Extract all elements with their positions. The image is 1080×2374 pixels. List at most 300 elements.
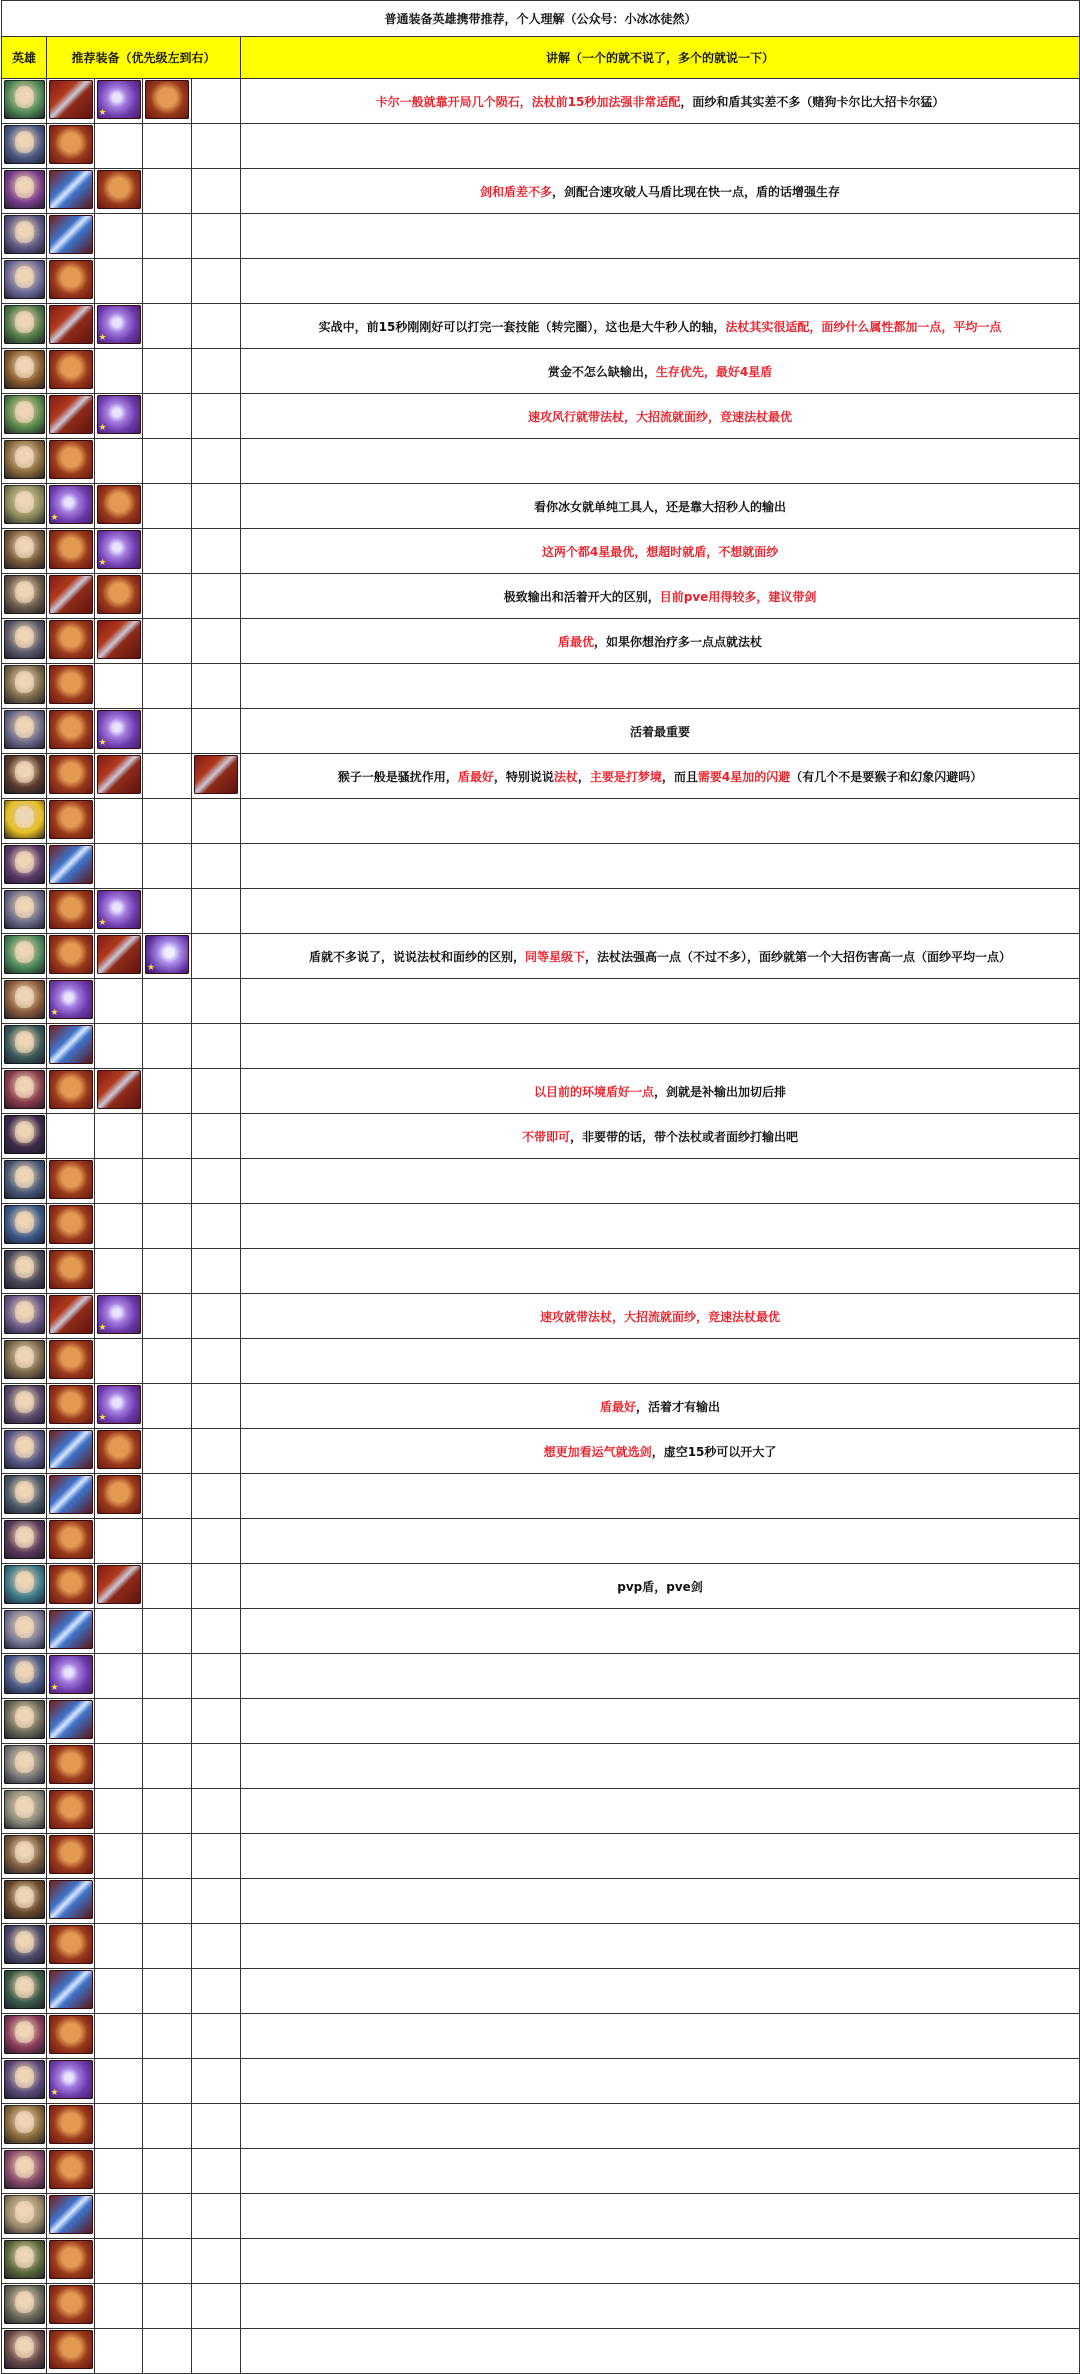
equipment-slot-2 [95,1159,143,1204]
blue-sword-equipment-icon [49,1025,93,1064]
equipment-slot-1 [47,1339,95,1384]
shield-equipment-icon [49,2285,93,2324]
note-cell [241,214,1080,259]
hero-cell [2,214,47,259]
hero-portrait-icon [4,755,45,794]
hero-cell [2,439,47,484]
equipment-slot-3 [143,1789,192,1834]
equipment-slot-3 [143,1159,192,1204]
table-row [2,1834,1080,1879]
equipment-slot-4 [192,169,241,214]
table-row [2,349,1080,394]
table-row [2,2149,1080,2194]
equipment-slot-4 [192,1969,241,2014]
table-row [2,214,1080,259]
equipment-slot-4 [192,844,241,889]
hero-cell [2,1474,47,1519]
hero-cell [2,709,47,754]
note-text: ， [577,769,590,784]
table-row [2,1339,1080,1384]
equipment-slot-3 [143,754,192,799]
blue-sword-equipment-icon [49,1700,93,1739]
equipment-slot-4 [192,1249,241,1294]
wand-equipment-icon [97,890,141,929]
equipment-slot-2 [95,1384,143,1429]
hero-portrait-icon [4,980,45,1019]
hero-portrait-icon [4,1025,45,1064]
star-icon: ★ [50,513,58,523]
shield-equipment-icon [49,1745,93,1784]
table-row [2,169,1080,214]
shield-equipment-icon [49,440,93,479]
hero-portrait-icon [4,665,45,704]
hero-cell [2,934,47,979]
equipment-slot-1 [47,529,95,574]
equipment-slot-2 [95,304,143,349]
note-cell [241,2194,1080,2239]
equipment-slot-4 [192,439,241,484]
note-cell [241,979,1080,1024]
hero-cell [2,619,47,664]
equipment-slot-2 [95,2104,143,2149]
equipment-slot-4 [192,1519,241,1564]
hero-portrait-icon [4,1115,45,1154]
equipment-slot-4 [192,574,241,619]
table-row [2,2194,1080,2239]
note-text: ，剑就是补输出加切后排 [654,1084,787,1099]
equipment-slot-4 [192,349,241,394]
sword-equipment-icon [97,935,141,974]
table-row [2,1564,1080,1609]
equipment-slot-4 [192,529,241,574]
hero-cell [2,1024,47,1069]
hero-portrait-icon [4,1430,45,1469]
note-highlight-text: 法杖 [553,769,578,784]
wand-equipment-icon [97,1295,141,1334]
table-row [2,709,1080,754]
note-cell [241,2239,1080,2284]
equipment-slot-1 [47,1654,95,1699]
hero-portrait-icon [4,170,45,209]
hero-cell [2,754,47,799]
equipment-slot-2 [95,1249,143,1294]
equipment-slot-1 [47,934,95,979]
hero-portrait-icon [4,890,45,929]
table-row [2,529,1080,574]
hero-cell [2,169,47,214]
note-text: ，而且 [661,769,698,784]
equipment-slot-2 [95,1069,143,1114]
hero-cell [2,1429,47,1474]
note-cell [241,1744,1080,1789]
equipment-slot-1 [47,394,95,439]
note-cell [241,1699,1080,1744]
hero-portrait-icon [4,1880,45,1919]
equipment-slot-2 [95,1879,143,1924]
hero-portrait-icon [4,485,45,524]
equipment-slot-4 [192,2284,241,2329]
star-icon: ★ [50,1683,58,1693]
note-cell [241,1159,1080,1204]
equipment-slot-3 [143,1429,192,1474]
header-equipment: 推荐装备（优先级左到右） [47,37,241,79]
shield-equipment-icon [49,125,93,164]
hero-cell [2,1969,47,2014]
equipment-slot-4 [192,1924,241,1969]
shield-equipment-icon [49,1340,93,1379]
equipment-slot-1 [47,214,95,259]
blue-sword-equipment-icon [49,845,93,884]
header-hero: 英雄 [2,37,47,79]
shield-equipment-icon [49,1925,93,1964]
hero-portrait-icon [4,800,45,839]
equipment-slot-1 [47,1204,95,1249]
hero-portrait-icon [4,935,45,974]
wand-equipment-icon [97,710,141,749]
note-cell [241,439,1080,484]
equipment-slot-1 [47,439,95,484]
note-cell [241,799,1080,844]
equipment-slot-2 [95,2284,143,2329]
note-cell [241,1474,1080,1519]
star-icon: ★ [98,738,106,748]
equipment-slot-1 [47,79,95,124]
note-cell [241,754,1080,799]
hero-cell [2,799,47,844]
equipment-slot-1 [47,1384,95,1429]
star-icon: ★ [50,2088,58,2098]
equipment-slot-4 [192,214,241,259]
hero-portrait-icon [4,1835,45,1874]
equipment-slot-2 [95,574,143,619]
shield-equipment-icon [49,2240,93,2279]
shield-equipment-icon [49,2105,93,2144]
equipment-slot-1 [47,1789,95,1834]
note-cell [241,1654,1080,1699]
equipment-slot-1 [47,1024,95,1069]
note-highlight-text: 速攻风行就带法杖，大招流就面纱，竞速法杖最优 [528,409,793,424]
equipment-slot-4 [192,1609,241,1654]
hero-cell [2,259,47,304]
table-row [2,2329,1080,2374]
table-row [2,1249,1080,1294]
equipment-slot-4 [192,259,241,304]
equipment-slot-1 [47,2059,95,2104]
table-row [2,844,1080,889]
blue-sword-equipment-icon [49,170,93,209]
wand-equipment-icon [97,1385,141,1424]
equipment-slot-3 [143,1924,192,1969]
note-text: 极致输出和活着开大的区别， [503,589,660,604]
note-cell [241,574,1080,619]
table-row [2,79,1080,124]
hero-cell [2,1159,47,1204]
note-text: ，剑配合速攻破人马盾比现在快一点，盾的话增强生存 [552,184,841,199]
equipment-slot-1 [47,799,95,844]
note-cell [241,1249,1080,1294]
blue-sword-equipment-icon [49,1970,93,2009]
wand-equipment-icon [97,530,141,569]
equipment-slot-3 [143,2149,192,2194]
note-text: 猴子一般是骚扰作用， [337,769,458,784]
equipment-slot-2 [95,844,143,889]
note-cell [241,1924,1080,1969]
equipment-slot-4 [192,1879,241,1924]
note-cell [241,124,1080,169]
equipment-slot-3 [143,1744,192,1789]
hero-cell [2,529,47,574]
hero-cell [2,1204,47,1249]
table-row [2,1654,1080,1699]
equipment-slot-1 [47,844,95,889]
hero-portrait-icon [4,1475,45,1514]
table-row [2,799,1080,844]
note-highlight-text: 这两个都4星最优，想超时就盾，不想就面纱 [541,544,779,559]
hero-portrait-icon [4,1700,45,1739]
equipment-slot-3 [143,259,192,304]
table-row [2,1069,1080,1114]
star-icon: ★ [98,1323,106,1333]
hero-portrait-icon [4,1205,45,1244]
note-cell [241,934,1080,979]
table-row [2,2239,1080,2284]
note-cell [241,1519,1080,1564]
shield-equipment-icon [49,1070,93,1109]
note-highlight-text: 不带即可 [522,1129,571,1144]
note-text: 活着最重要 [630,724,691,739]
equipment-slot-3 [143,799,192,844]
shield-equipment-icon [145,80,189,119]
table-row [2,304,1080,349]
equipment-slot-2 [95,124,143,169]
equipment-slot-3 [143,889,192,934]
equipment-slot-4 [192,304,241,349]
equipment-recommendation-sheet [1,0,1079,2374]
shield-equipment-icon [49,260,93,299]
note-highlight-text: 盾最好 [600,1399,637,1414]
equipment-slot-2 [95,169,143,214]
table-row [2,1429,1080,1474]
table-row [2,889,1080,934]
hero-cell [2,1744,47,1789]
note-highlight-text: 生存优先，最好4星盾 [655,364,773,379]
note-highlight-text: 剑和盾差不多 [480,184,553,199]
equipment-slot-4 [192,979,241,1024]
equipment-slot-2 [95,2329,143,2374]
equipment-slot-2 [95,2014,143,2059]
equipment-slot-2 [95,2194,143,2239]
note-text: 看你冰女就单纯工具人，还是靠大招秒人的输出 [534,499,787,514]
shield-equipment-icon [97,170,141,209]
star-icon: ★ [98,423,106,433]
equipment-slot-2 [95,1744,143,1789]
shield-equipment-icon [97,1430,141,1469]
table-row [2,1204,1080,1249]
equipment-slot-4 [192,1429,241,1474]
hero-cell [2,574,47,619]
sword-equipment-icon [49,80,93,119]
table-row [2,754,1080,799]
equipment-slot-3 [143,1294,192,1339]
equipment-slot-2 [95,2149,143,2194]
equipment-slot-4 [192,1654,241,1699]
equipment-slot-1 [47,709,95,754]
sword-equipment-icon [97,620,141,659]
table-row [2,1114,1080,1159]
note-highlight-text: 盾最优 [558,634,595,649]
sheet-title: 普通装备英雄携带推荐，个人理解（公众号：小冰冰徒然） [2,1,1080,37]
hero-cell [2,304,47,349]
note-text: ，非要带的话，带个法杖或者面纱打输出吧 [570,1129,799,1144]
table-row [2,1384,1080,1429]
note-cell [241,1429,1080,1474]
equipment-slot-3 [143,1879,192,1924]
equipment-slot-1 [47,2104,95,2149]
blue-sword-equipment-icon [49,215,93,254]
equipment-slot-3 [143,169,192,214]
note-cell [241,529,1080,574]
hero-portrait-icon [4,2105,45,2144]
hero-portrait-icon [4,2015,45,2054]
hero-cell [2,349,47,394]
equipment-slot-1 [47,1519,95,1564]
hero-cell [2,1519,47,1564]
star-icon: ★ [98,108,106,118]
hero-cell [2,2284,47,2329]
shield-equipment-icon [49,1250,93,1289]
equipment-slot-2 [95,619,143,664]
shield-equipment-icon [49,935,93,974]
shield-equipment-icon [49,2015,93,2054]
equipment-slot-1 [47,349,95,394]
note-text: pvp盾，pve剑 [617,1579,703,1594]
equipment-slot-2 [95,934,143,979]
hero-cell [2,79,47,124]
shield-equipment-icon [97,485,141,524]
table-row [2,1474,1080,1519]
note-highlight-text: 同等星级下 [525,949,586,964]
hero-cell [2,1789,47,1834]
hero-portrait-icon [4,395,45,434]
note-text: ，面纱和盾其实差不多（赌狗卡尔比大招卡尔猛） [680,94,945,109]
note-cell [241,709,1080,754]
equipment-slot-3 [143,529,192,574]
note-cell [241,1969,1080,2014]
note-text: ，如果你想治疗多一点点就法杖 [594,634,763,649]
hero-cell [2,2329,47,2374]
note-text: 赏金不怎么缺输出， [547,364,656,379]
hero-cell [2,1834,47,1879]
equipment-slot-2 [95,754,143,799]
hero-portrait-icon [4,1610,45,1649]
shield-equipment-icon [49,755,93,794]
equipment-slot-3 [143,1969,192,2014]
sword-equipment-icon [49,575,93,614]
hero-portrait-icon [4,2330,45,2369]
equipment-slot-2 [95,2059,143,2104]
equipment-slot-2 [95,439,143,484]
star-icon: ★ [98,918,106,928]
equipment-slot-1 [47,259,95,304]
title-row [2,1,1080,37]
equipment-slot-4 [192,1114,241,1159]
equipment-slot-2 [95,2239,143,2284]
equipment-slot-3 [143,2284,192,2329]
table-row [2,1609,1080,1654]
note-highlight-text: 法杖其实很适配，面纱什么属性都加一点，平均一点 [725,319,1002,334]
hero-cell [2,2104,47,2149]
equipment-slot-3 [143,1204,192,1249]
equipment-slot-1 [47,2329,95,2374]
note-cell [241,1789,1080,1834]
equipment-slot-2 [95,1429,143,1474]
hero-cell [2,1069,47,1114]
equipment-slot-4 [192,754,241,799]
equipment-slot-4 [192,2239,241,2284]
blue-sword-equipment-icon [49,1610,93,1649]
equipment-slot-3 [143,1339,192,1384]
equipment-slot-4 [192,2014,241,2059]
table-row [2,1294,1080,1339]
note-cell [241,2104,1080,2149]
equipment-slot-3 [143,2329,192,2374]
equipment-slot-3 [143,934,192,979]
hero-cell [2,1564,47,1609]
equipment-slot-4 [192,484,241,529]
hero-portrait-icon [4,305,45,344]
note-text: ，活着才有输出 [636,1399,721,1414]
equipment-slot-4 [192,2104,241,2149]
equipment-slot-2 [95,259,143,304]
equipment-slot-2 [95,1564,143,1609]
table-row [2,1159,1080,1204]
hero-cell [2,1924,47,1969]
shield-equipment-icon [49,2330,93,2369]
note-text: ，法杖法强高一点（不过不多），面纱就第一个大招伤害高一点（面纱平均一点） [585,949,1012,964]
blue-sword-equipment-icon [49,1880,93,1919]
hero-portrait-icon [4,350,45,389]
hero-cell [2,1879,47,1924]
hero-cell [2,1339,47,1384]
table-row [2,2104,1080,2149]
note-cell [241,1294,1080,1339]
note-cell [241,2329,1080,2374]
note-cell [241,484,1080,529]
hero-portrait-icon [4,440,45,479]
equipment-slot-2 [95,889,143,934]
hero-cell [2,2194,47,2239]
equipment-slot-1 [47,1924,95,1969]
note-cell [241,2014,1080,2059]
equipment-slot-1 [47,2014,95,2059]
equipment-slot-1 [47,304,95,349]
equipment-slot-4 [192,1384,241,1429]
hero-portrait-icon [4,1745,45,1784]
wand-equipment-icon [49,2060,93,2099]
equipment-slot-3 [143,439,192,484]
hero-portrait-icon [4,1655,45,1694]
equipment-slot-1 [47,1609,95,1654]
table-row [2,1024,1080,1069]
veil-equipment-icon [145,935,189,974]
hero-portrait-icon [4,125,45,164]
note-text: 实战中，前15秒刚刚好可以打完一套技能（转完圈），这也是大牛秒人的轴， [318,319,726,334]
equipment-slot-3 [143,1069,192,1114]
equipment-slot-1 [47,1069,95,1114]
equipment-slot-1 [47,664,95,709]
equipment-slot-1 [47,1474,95,1519]
note-cell [241,349,1080,394]
